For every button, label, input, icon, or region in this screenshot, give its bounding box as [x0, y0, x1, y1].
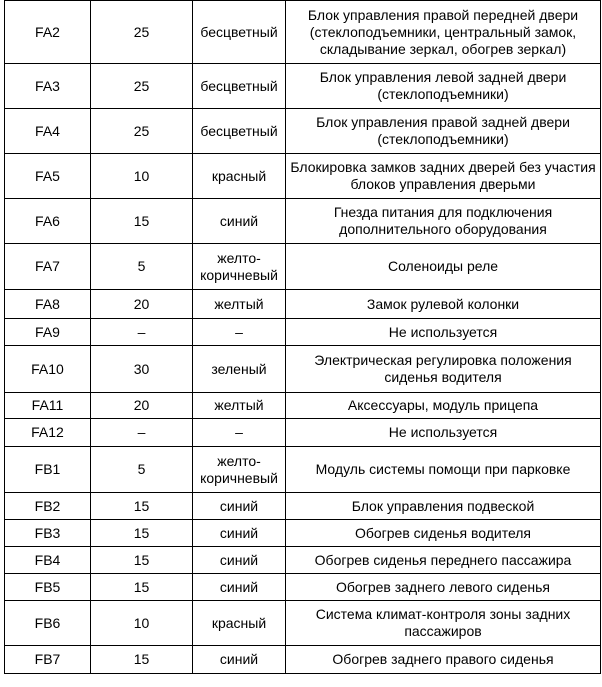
- fuse-amperage-cell: 20: [91, 290, 193, 319]
- fuse-description-cell: Аксессуары, модуль прицепа: [286, 393, 601, 419]
- fuse-id-cell: FA3: [5, 64, 91, 109]
- table-row: [5, 520, 601, 547]
- table-row: [5, 547, 601, 574]
- fuse-description-cell: Блок управления подвеской: [286, 493, 601, 520]
- fuse-amperage-cell: 30: [91, 346, 193, 393]
- fuse-color-cell: бесцветный: [193, 64, 286, 109]
- fuse-color-cell: –: [193, 319, 286, 346]
- fuse-color-cell: бесцветный: [193, 1, 286, 64]
- fuse-id-cell: FB5: [5, 574, 91, 601]
- fuse-amperage-cell: 15: [91, 520, 193, 547]
- fuse-id-cell: FA6: [5, 199, 91, 244]
- fuse-amperage-cell: 5: [91, 244, 193, 290]
- fuse-id-cell: FB1: [5, 447, 91, 493]
- fuse-id-cell: FB4: [5, 547, 91, 574]
- fuse-description-cell: Блок управления левой задней двери (стеклоподъемники): [286, 64, 601, 109]
- fuse-description-cell: Модуль системы помощи при парковке: [286, 447, 601, 493]
- fuse-color-cell: синий: [193, 493, 286, 520]
- fuse-color-cell: бесцветный: [193, 109, 286, 154]
- fuse-id-cell: FA12: [5, 419, 91, 447]
- fuse-description-cell: Гнезда питания для подключения дополнительного оборудования: [286, 199, 601, 244]
- table-row: [5, 154, 601, 199]
- fuse-amperage-cell: 10: [91, 154, 193, 199]
- fuse-id-cell: FB3: [5, 520, 91, 547]
- fuse-amperage-cell: 20: [91, 393, 193, 419]
- table-row: [5, 199, 601, 244]
- fuse-color-cell: желтый: [193, 393, 286, 419]
- table-row: [5, 601, 601, 646]
- fuse-color-cell: желто-коричневый: [193, 447, 286, 493]
- fuse-description-cell: Блок управления правой задней двери (стеклоподъемники): [286, 109, 601, 154]
- fuse-amperage-cell: 15: [91, 574, 193, 601]
- fuse-color-cell: зеленый: [193, 346, 286, 393]
- table-row: [5, 393, 601, 419]
- fuse-amperage-cell: 25: [91, 1, 193, 64]
- fuse-description-cell: Обогрев сиденья водителя: [286, 520, 601, 547]
- fuse-description-cell: Не используется: [286, 419, 601, 447]
- fuse-id-cell: FA8: [5, 290, 91, 319]
- table-row: [5, 290, 601, 319]
- fuse-table-body: [5, 1, 601, 674]
- fuse-description-cell: Обогрев заднего правого сиденья: [286, 646, 601, 674]
- fuse-id-cell: FA11: [5, 393, 91, 419]
- fuse-description-cell: Обогрев сиденья переднего пассажира: [286, 547, 601, 574]
- table-row: [5, 493, 601, 520]
- fuse-id-cell: FA10: [5, 346, 91, 393]
- fuse-amperage-cell: 25: [91, 64, 193, 109]
- fuse-id-cell: FA5: [5, 154, 91, 199]
- fuse-id-cell: FB6: [5, 601, 91, 646]
- fuse-color-cell: красный: [193, 154, 286, 199]
- table-row: [5, 1, 601, 64]
- fuse-color-cell: синий: [193, 646, 286, 674]
- fuse-amperage-cell: 25: [91, 109, 193, 154]
- table-row: [5, 447, 601, 493]
- table-row: [5, 346, 601, 393]
- fuse-description-cell: Соленоиды реле: [286, 244, 601, 290]
- fuse-color-cell: синий: [193, 520, 286, 547]
- fuse-table: [4, 0, 601, 674]
- fuse-color-cell: желтый: [193, 290, 286, 319]
- fuse-amperage-cell: 15: [91, 199, 193, 244]
- fuse-amperage-cell: 5: [91, 447, 193, 493]
- fuse-id-cell: FA7: [5, 244, 91, 290]
- fuse-color-cell: желто-коричневый: [193, 244, 286, 290]
- fuse-description-cell: Не используется: [286, 319, 601, 346]
- fuse-amperage-cell: –: [91, 319, 193, 346]
- table-row: [5, 419, 601, 447]
- fuse-color-cell: –: [193, 419, 286, 447]
- fuse-amperage-cell: 15: [91, 547, 193, 574]
- table-row: [5, 64, 601, 109]
- fuse-color-cell: красный: [193, 601, 286, 646]
- table-row: [5, 574, 601, 601]
- fuse-color-cell: синий: [193, 199, 286, 244]
- fuse-description-cell: Электрическая регулировка положения сиденья водителя: [286, 346, 601, 393]
- fuse-amperage-cell: –: [91, 419, 193, 447]
- table-row: [5, 109, 601, 154]
- fuse-description-cell: Система климат-контроля зоны задних пассажиров: [286, 601, 601, 646]
- fuse-id-cell: FA4: [5, 109, 91, 154]
- fuse-description-cell: Блокировка замков задних дверей без участия блоков управления дверьми: [286, 154, 601, 199]
- fuse-color-cell: синий: [193, 547, 286, 574]
- fuse-id-cell: FA9: [5, 319, 91, 346]
- fuse-amperage-cell: 10: [91, 601, 193, 646]
- fuse-color-cell: синий: [193, 574, 286, 601]
- fuse-id-cell: FB7: [5, 646, 91, 674]
- table-row: [5, 244, 601, 290]
- fuse-description-cell: Обогрев заднего левого сиденья: [286, 574, 601, 601]
- table-row: [5, 646, 601, 674]
- fuse-amperage-cell: 15: [91, 493, 193, 520]
- fuse-id-cell: FA2: [5, 1, 91, 64]
- table-row: [5, 319, 601, 346]
- fuse-description-cell: Замок рулевой колонки: [286, 290, 601, 319]
- fuse-amperage-cell: 15: [91, 646, 193, 674]
- fuse-id-cell: FB2: [5, 493, 91, 520]
- fuse-description-cell: Блок управления правой передней двери (стеклоподъемники, центральный замок, складывание зеркал, обогрев зеркал): [286, 1, 601, 64]
